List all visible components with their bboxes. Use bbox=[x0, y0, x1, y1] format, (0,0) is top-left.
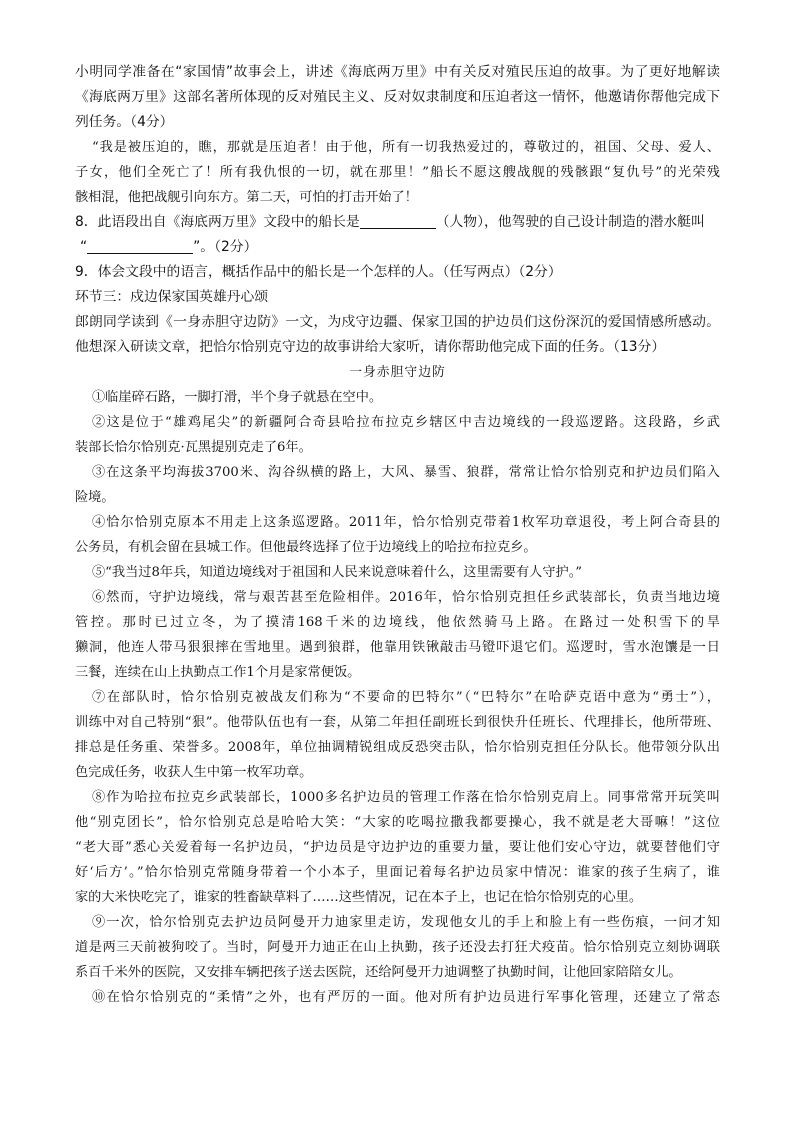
question-9: 9．体会文段中的语言，概括作品中的船长是一个怎样的人。（任写两点）（2分） bbox=[75, 264, 562, 280]
intro-line: 小明同学准备在“家国情”故事会上，讲述《海底两万里》中有关反对殖民压迫的故事。为了更好地解读 bbox=[75, 64, 720, 80]
article-paragraph-8 bbox=[75, 785, 720, 910]
paragraph-line: 他“别克团长”，恰尔恰别克总是哈哈大笑：“大家的吃喝拉撒我都要操心，我不就是老大哥嘛！”这位 bbox=[75, 815, 720, 830]
paragraph-line: 家的大米快吃完了，谁家的牲畜缺草料了……这些情况，记在本子上，也记在恰尔恰别克的心里。 bbox=[75, 890, 643, 905]
paragraph-line: ⑤“我当过8年兵，知道边境线对于祖国和人民来说意味着什么，这里需要有人守护。” bbox=[92, 565, 583, 580]
question-8 bbox=[75, 210, 720, 260]
question-8-text: 8．此语段出自《海底两万里》文段中的船长是 bbox=[75, 214, 360, 230]
article-paragraph-2 bbox=[75, 410, 720, 460]
paragraph-line: 管控。那时已过立冬，为了摸清168千米的边境线，他依然骑马上路。在路过一处积雪下的旱 bbox=[75, 615, 720, 630]
novel-excerpt bbox=[75, 135, 720, 210]
article-paragraph-1 bbox=[75, 385, 720, 410]
paragraph-line: 道是两三天前被狗咬了。当时，阿曼开力迪正在山上执勤，孩子还没去打狂犬疫苗。恰尔恰别克立刻协调联 bbox=[75, 940, 720, 955]
paragraph-line: ①临崖碎石路，一脚打滑，半个身子就悬在空中。 bbox=[92, 390, 383, 405]
paragraph-line: 好‘后方’。”恰尔恰别克常随身带着一个小本子，里面记着每名护边员家中情况：谁家的孩子生病了，谁 bbox=[75, 865, 720, 880]
paragraph-line: 训练中对自己特别“狠”。他带队伍也有一套，从第二年担任副班长到很快升任班长、代理排长，他所带班、 bbox=[75, 715, 720, 730]
paragraph-line: 险境。 bbox=[75, 490, 115, 505]
paragraph-line: ⑦在部队时，恰尔恰别克被战友们称为“不要命的巴特尔”（“巴特尔”在哈萨克语中意为“勇士”）， bbox=[92, 690, 720, 705]
paragraph-line: 獭洞，他连人带马狠狠摔在雪地里。遇到狼群，他靠用铁锹敲击马镫吓退它们。巡逻时，雪水泡馕是一日 bbox=[75, 640, 720, 655]
paragraph-line: ④恰尔恰别克原本不用走上这条巡逻路。2011年，恰尔恰别克带着1枚军功章退役，考上阿合奇县的 bbox=[92, 515, 720, 530]
intro-line: 列任务。（4分） bbox=[75, 114, 174, 130]
excerpt-line: 骸相混，他把战舰引向东方。第二天，可怕的打击开始了！ bbox=[75, 190, 418, 205]
excerpt-line: 子女，他们全死亡了！所有我仇恨的一切，就在那里！”船长不愿这艘战舰的残骸跟“复仇号”的光荣残 bbox=[75, 165, 720, 180]
paragraph-line: ⑥然而，守护边境线，常与艰苦甚至危险相伴。2016年，恰尔恰别克担任乡武装部长，负责当地边境 bbox=[92, 590, 720, 605]
article-paragraph-3 bbox=[75, 460, 720, 510]
paragraph-line: “老大哥”悉心关爱着每一名护边员，“护边员是守边护边的重要力量，要让他们安心守边，就要替他们守 bbox=[75, 840, 720, 855]
question-8-line-1 bbox=[75, 210, 720, 235]
section-intro-line: 他想深入研读文章，把恰尔恰别克守边的故事讲给大家听，请你帮助他完成下面的任务。（13分） bbox=[75, 339, 666, 355]
paragraph-line: ⑨一次，恰尔恰别克去护边员阿曼开力迪家里走访，发现他女儿的手上和脸上有一些伤痕，一问才知 bbox=[92, 915, 720, 930]
question-8-text-cont: （人物），他驾驶的自己设计制造的潜水艇叫 bbox=[435, 214, 705, 230]
paragraph-line: ③在这条平均海拔3700米、沟谷纵横的路上，大风、暴雪、狼群，常常让恰尔恰别克和护边员们陷入 bbox=[92, 465, 720, 480]
paragraph-line: 公务员，有机会留在县城工作。但他最终选择了位于边境线上的哈拉布拉克乡。 bbox=[75, 540, 537, 555]
paragraph-line: ②这是位于“雄鸡尾尖”的新疆阿合奇县哈拉布拉克乡辖区中吉边境线的一段巡逻路。这段路，乡武 bbox=[92, 415, 720, 430]
paragraph-line: 排总是任务重、荣誉多。2008年，单位抽调精锐组成反恐突击队，恰尔恰别克担任分队长。他带领分队出 bbox=[75, 740, 720, 755]
intro-line: 《海底两万里》这部名著所体现的反对殖民主义、反对奴隶制度和压迫者这一情怀，他邀请你帮他完成下 bbox=[75, 89, 720, 105]
article-paragraph-5 bbox=[75, 560, 720, 585]
article bbox=[75, 360, 720, 1010]
answer-blank-submarine bbox=[87, 238, 193, 254]
question-8-score: ”。（2分） bbox=[193, 239, 258, 255]
paragraph-line: 三餐，连续在山上执勤点工作1个月是家常便饭。 bbox=[75, 665, 361, 680]
article-title: 一身赤胆守边防 bbox=[349, 365, 446, 380]
answer-blank-captain bbox=[360, 213, 436, 229]
paragraph-line: 色完成任务，收获人生中第一枚军功章。 bbox=[75, 765, 313, 780]
paragraph-line: ⑧作为哈拉布拉克乡武装部长，1000多名护边员的管理工作落在恰尔恰别克肩上。同事常常开玩笑叫 bbox=[92, 790, 720, 805]
article-paragraph-4 bbox=[75, 510, 720, 560]
document-page bbox=[75, 60, 720, 1010]
article-paragraph-9 bbox=[75, 910, 720, 985]
paragraph-line: ⑩在恰尔恰别克的“柔情”之外，也有严厉的一面。他对所有护边员进行军事化管理，还建立了常态 bbox=[92, 990, 720, 1005]
paragraph-line: 系百千米外的医院，又安排车辆把孩子送去医院，还给阿曼开力迪调整了执勤时间，让他回家陪陪女儿。 bbox=[75, 965, 682, 980]
article-paragraph-7 bbox=[75, 685, 720, 785]
section-heading: 环节三：戍边保家国英雄丹心颂 bbox=[75, 289, 269, 305]
intro-block bbox=[75, 60, 720, 135]
paragraph-line: 装部长恰尔恰别克·瓦黑提别克走了6年。 bbox=[75, 440, 312, 455]
article-paragraph-10 bbox=[75, 985, 720, 1010]
excerpt-line: “我是被压迫的，瞧，那就是压迫者！由于他，所有一切我热爱过的，尊敬过的，祖国、父母、爱人、 bbox=[92, 140, 720, 155]
question-8-line-2 bbox=[75, 235, 720, 260]
open-quote: “ bbox=[80, 239, 88, 255]
article-paragraph-6 bbox=[75, 585, 720, 685]
section-intro-line: 郎朗同学读到《一身赤胆守边防》一文，为戍守边疆、保家卫国的护边员们这份深沉的爱国情感所感动。 bbox=[75, 314, 720, 330]
